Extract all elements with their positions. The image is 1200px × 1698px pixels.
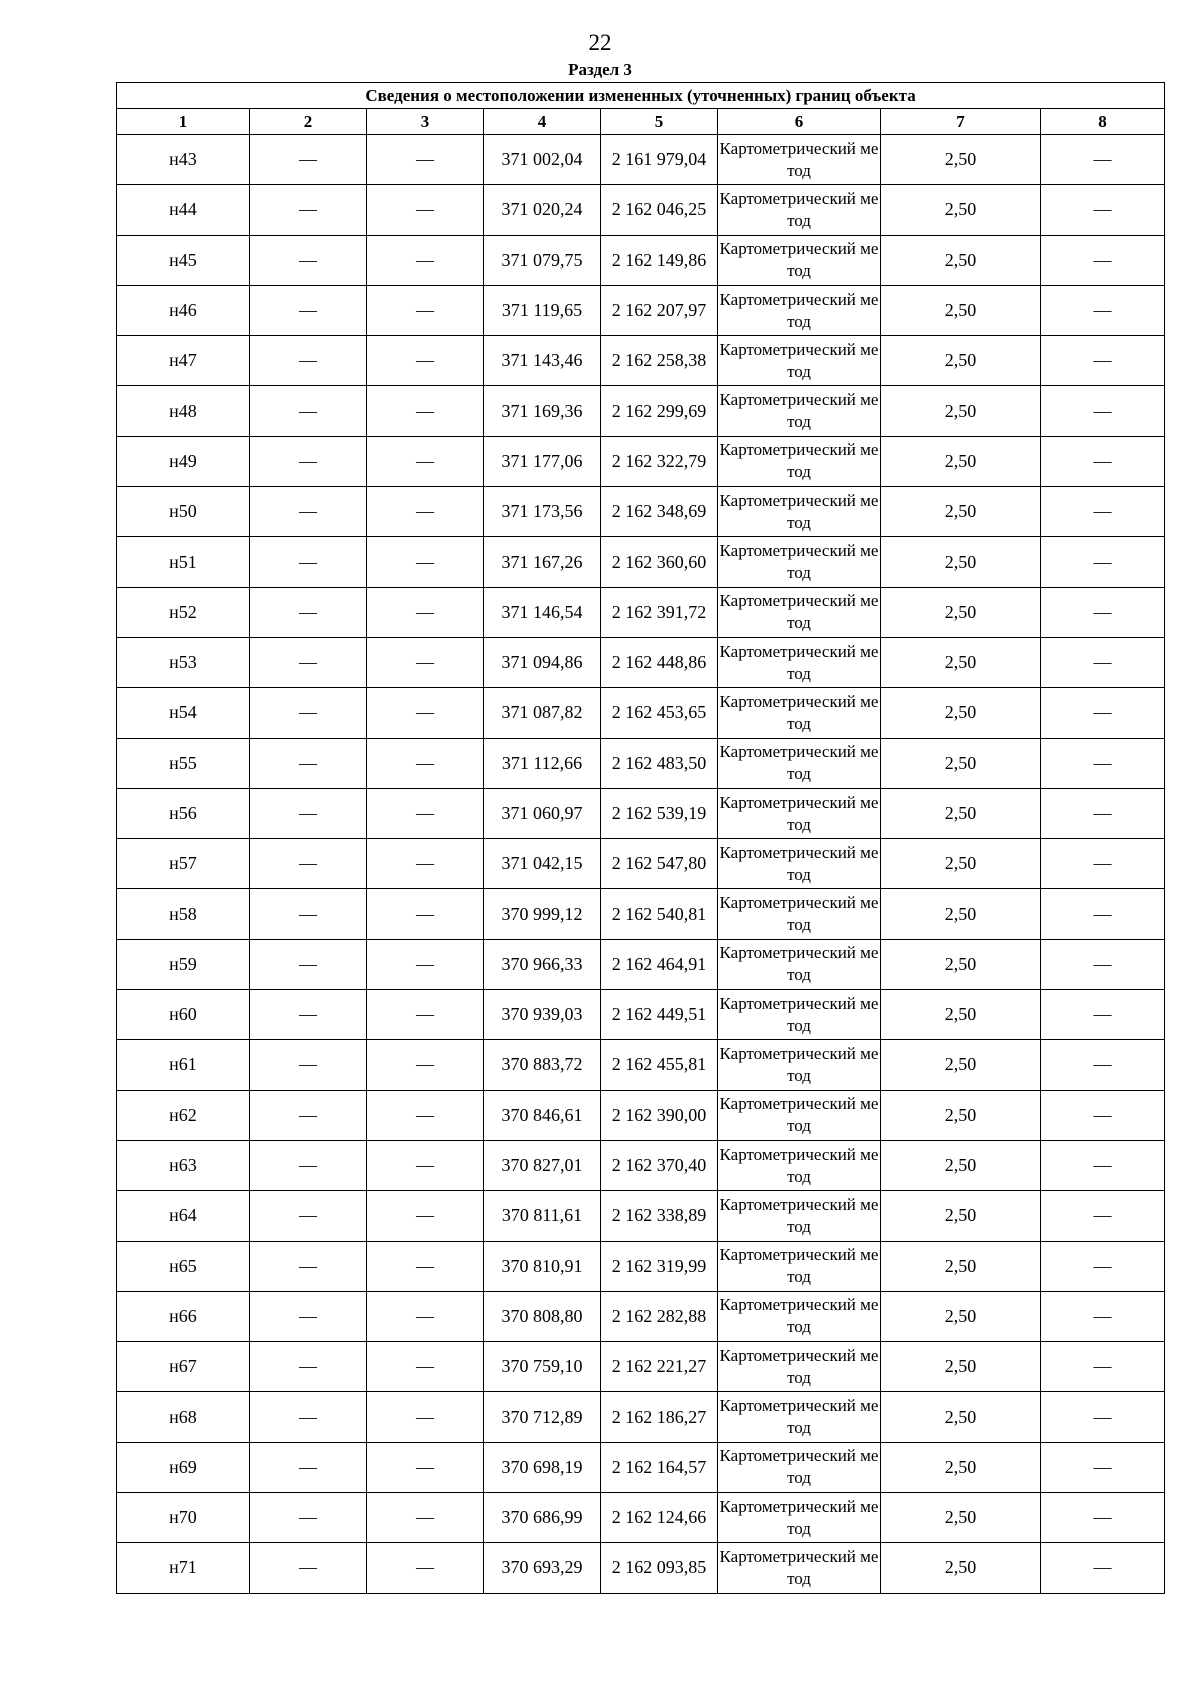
empty-cell: —	[367, 386, 484, 436]
empty-cell: —	[367, 738, 484, 788]
table-row	[117, 1090, 1165, 1140]
precision-cell: 2,50	[881, 336, 1041, 386]
table-row	[117, 1442, 1165, 1492]
table-row	[117, 889, 1165, 939]
empty-cell: —	[250, 336, 367, 386]
precision-cell: 2,50	[881, 1140, 1041, 1190]
table-row	[117, 1140, 1165, 1190]
point-cell: н62	[117, 1090, 250, 1140]
y-coordinate-cell: 2 162 448,86	[601, 637, 718, 687]
point-cell: н61	[117, 1040, 250, 1090]
x-coordinate-cell: 370 698,19	[484, 1442, 601, 1492]
y-coordinate-cell: 2 162 539,19	[601, 788, 718, 838]
y-coordinate-cell: 2 162 186,27	[601, 1392, 718, 1442]
empty-cell: —	[250, 1392, 367, 1442]
empty-cell: —	[250, 386, 367, 436]
x-coordinate-cell: 371 119,65	[484, 285, 601, 335]
empty-cell: —	[367, 185, 484, 235]
column-header: 3	[367, 109, 484, 135]
column-header: 4	[484, 109, 601, 135]
empty-cell: —	[367, 1040, 484, 1090]
point-cell: н48	[117, 386, 250, 436]
empty-cell: —	[1041, 587, 1165, 637]
method-cell: Картометрический метод	[718, 135, 881, 185]
empty-cell: —	[367, 1291, 484, 1341]
x-coordinate-cell: 371 143,46	[484, 336, 601, 386]
y-coordinate-cell: 2 162 322,79	[601, 436, 718, 486]
point-cell: н56	[117, 788, 250, 838]
y-coordinate-cell: 2 162 547,80	[601, 839, 718, 889]
method-cell: Картометрический метод	[718, 537, 881, 587]
table-row	[117, 688, 1165, 738]
precision-cell: 2,50	[881, 1241, 1041, 1291]
precision-cell: 2,50	[881, 1342, 1041, 1392]
section-title: Раздел 3	[568, 60, 632, 79]
empty-cell: —	[1041, 1291, 1165, 1341]
x-coordinate-cell: 370 686,99	[484, 1493, 601, 1543]
x-coordinate-cell: 370 808,80	[484, 1291, 601, 1341]
x-coordinate-cell: 371 169,36	[484, 386, 601, 436]
empty-cell: —	[250, 1342, 367, 1392]
x-coordinate-cell: 370 693,29	[484, 1543, 601, 1593]
empty-cell: —	[1041, 637, 1165, 687]
empty-cell: —	[250, 185, 367, 235]
y-coordinate-cell: 2 162 207,97	[601, 285, 718, 335]
page-number: 22	[588, 30, 612, 55]
x-coordinate-cell: 370 712,89	[484, 1392, 601, 1442]
empty-cell: —	[250, 1543, 367, 1593]
method-cell: Картометрический метод	[718, 386, 881, 436]
empty-cell: —	[250, 889, 367, 939]
point-cell: н57	[117, 839, 250, 889]
empty-cell: —	[250, 135, 367, 185]
empty-cell: —	[250, 1442, 367, 1492]
table-caption-row	[117, 83, 1165, 109]
x-coordinate-cell: 371 173,56	[484, 487, 601, 537]
table-row	[117, 839, 1165, 889]
precision-cell: 2,50	[881, 1493, 1041, 1543]
method-cell: Картометрический метод	[718, 1040, 881, 1090]
method-cell: Картометрический метод	[718, 1493, 881, 1543]
empty-cell: —	[250, 436, 367, 486]
table-row	[117, 1291, 1165, 1341]
empty-cell: —	[367, 135, 484, 185]
empty-cell: —	[250, 1493, 367, 1543]
precision-cell: 2,50	[881, 1392, 1041, 1442]
empty-cell: —	[367, 1493, 484, 1543]
y-coordinate-cell: 2 161 979,04	[601, 135, 718, 185]
table-caption: Сведения о местоположении измененных (уточненных) границ объекта	[117, 83, 1165, 109]
empty-cell: —	[250, 839, 367, 889]
empty-cell: —	[250, 637, 367, 687]
empty-cell: —	[367, 537, 484, 587]
empty-cell: —	[367, 939, 484, 989]
point-cell: н47	[117, 336, 250, 386]
empty-cell: —	[1041, 1493, 1165, 1543]
y-coordinate-cell: 2 162 149,86	[601, 235, 718, 285]
empty-cell: —	[250, 688, 367, 738]
table-row	[117, 788, 1165, 838]
precision-cell: 2,50	[881, 1442, 1041, 1492]
column-header: 5	[601, 109, 718, 135]
method-cell: Картометрический метод	[718, 1342, 881, 1392]
y-coordinate-cell: 2 162 453,65	[601, 688, 718, 738]
empty-cell: —	[1041, 487, 1165, 537]
y-coordinate-cell: 2 162 348,69	[601, 487, 718, 537]
y-coordinate-cell: 2 162 124,66	[601, 1493, 718, 1543]
empty-cell: —	[367, 688, 484, 738]
point-cell: н68	[117, 1392, 250, 1442]
precision-cell: 2,50	[881, 235, 1041, 285]
y-coordinate-cell: 2 162 282,88	[601, 1291, 718, 1341]
empty-cell: —	[367, 1090, 484, 1140]
empty-cell: —	[1041, 1442, 1165, 1492]
method-cell: Картометрический метод	[718, 235, 881, 285]
empty-cell: —	[367, 839, 484, 889]
point-cell: н49	[117, 436, 250, 486]
empty-cell: —	[250, 587, 367, 637]
method-cell: Картометрический метод	[718, 1090, 881, 1140]
method-cell: Картометрический метод	[718, 637, 881, 687]
x-coordinate-cell: 370 759,10	[484, 1342, 601, 1392]
method-cell: Картометрический метод	[718, 1191, 881, 1241]
precision-cell: 2,50	[881, 1040, 1041, 1090]
y-coordinate-cell: 2 162 390,00	[601, 1090, 718, 1140]
point-cell: н59	[117, 939, 250, 989]
method-cell: Картометрический метод	[718, 990, 881, 1040]
empty-cell: —	[367, 1140, 484, 1190]
precision-cell: 2,50	[881, 738, 1041, 788]
x-coordinate-cell: 370 811,61	[484, 1191, 601, 1241]
x-coordinate-cell: 371 079,75	[484, 235, 601, 285]
x-coordinate-cell: 370 966,33	[484, 939, 601, 989]
table-row	[117, 637, 1165, 687]
table-row	[117, 1543, 1165, 1593]
method-cell: Картометрический метод	[718, 1392, 881, 1442]
empty-cell: —	[250, 1291, 367, 1341]
empty-cell: —	[250, 537, 367, 587]
x-coordinate-cell: 371 146,54	[484, 587, 601, 637]
point-cell: н70	[117, 1493, 250, 1543]
point-cell: н71	[117, 1543, 250, 1593]
precision-cell: 2,50	[881, 537, 1041, 587]
y-coordinate-cell: 2 162 391,72	[601, 587, 718, 637]
table-row	[117, 990, 1165, 1040]
precision-cell: 2,50	[881, 1090, 1041, 1140]
empty-cell: —	[1041, 1241, 1165, 1291]
method-cell: Картометрический метод	[718, 587, 881, 637]
column-header: 6	[718, 109, 881, 135]
precision-cell: 2,50	[881, 1543, 1041, 1593]
y-coordinate-cell: 2 162 464,91	[601, 939, 718, 989]
y-coordinate-cell: 2 162 370,40	[601, 1140, 718, 1190]
method-cell: Картометрический метод	[718, 1442, 881, 1492]
y-coordinate-cell: 2 162 540,81	[601, 889, 718, 939]
precision-cell: 2,50	[881, 135, 1041, 185]
empty-cell: —	[1041, 788, 1165, 838]
table-row	[117, 185, 1165, 235]
y-coordinate-cell: 2 162 449,51	[601, 990, 718, 1040]
boundary-table	[116, 82, 1165, 1594]
point-cell: н43	[117, 135, 250, 185]
table-row	[117, 1191, 1165, 1241]
empty-cell: —	[250, 1140, 367, 1190]
table-row	[117, 1040, 1165, 1090]
empty-cell: —	[1041, 889, 1165, 939]
precision-cell: 2,50	[881, 889, 1041, 939]
x-coordinate-cell: 371 002,04	[484, 135, 601, 185]
method-cell: Картометрический метод	[718, 185, 881, 235]
y-coordinate-cell: 2 162 221,27	[601, 1342, 718, 1392]
column-header: 2	[250, 109, 367, 135]
method-cell: Картометрический метод	[718, 1291, 881, 1341]
empty-cell: —	[1041, 1090, 1165, 1140]
point-cell: н51	[117, 537, 250, 587]
precision-cell: 2,50	[881, 386, 1041, 436]
empty-cell: —	[250, 487, 367, 537]
empty-cell: —	[250, 939, 367, 989]
table-row	[117, 587, 1165, 637]
column-header: 1	[117, 109, 250, 135]
point-cell: н65	[117, 1241, 250, 1291]
table-row	[117, 336, 1165, 386]
precision-cell: 2,50	[881, 839, 1041, 889]
empty-cell: —	[367, 1543, 484, 1593]
precision-cell: 2,50	[881, 587, 1041, 637]
empty-cell: —	[1041, 436, 1165, 486]
empty-cell: —	[367, 1442, 484, 1492]
empty-cell: —	[250, 1191, 367, 1241]
x-coordinate-cell: 371 042,15	[484, 839, 601, 889]
empty-cell: —	[367, 1392, 484, 1442]
table-row	[117, 436, 1165, 486]
point-cell: н45	[117, 235, 250, 285]
method-cell: Картометрический метод	[718, 839, 881, 889]
precision-cell: 2,50	[881, 1291, 1041, 1341]
point-cell: н53	[117, 637, 250, 687]
point-cell: н60	[117, 990, 250, 1040]
table-row	[117, 1392, 1165, 1442]
x-coordinate-cell: 371 112,66	[484, 738, 601, 788]
y-coordinate-cell: 2 162 164,57	[601, 1442, 718, 1492]
empty-cell: —	[1041, 839, 1165, 889]
x-coordinate-cell: 371 094,86	[484, 637, 601, 687]
table-row	[117, 1493, 1165, 1543]
x-coordinate-cell: 370 939,03	[484, 990, 601, 1040]
empty-cell: —	[1041, 386, 1165, 436]
y-coordinate-cell: 2 162 360,60	[601, 537, 718, 587]
x-coordinate-cell: 371 060,97	[484, 788, 601, 838]
table-row	[117, 1342, 1165, 1392]
y-coordinate-cell: 2 162 455,81	[601, 1040, 718, 1090]
table-row	[117, 235, 1165, 285]
empty-cell: —	[367, 637, 484, 687]
method-cell: Картометрический метод	[718, 1241, 881, 1291]
x-coordinate-cell: 370 827,01	[484, 1140, 601, 1190]
empty-cell: —	[367, 487, 484, 537]
point-cell: н66	[117, 1291, 250, 1341]
empty-cell: —	[250, 1040, 367, 1090]
y-coordinate-cell: 2 162 258,38	[601, 336, 718, 386]
precision-cell: 2,50	[881, 688, 1041, 738]
empty-cell: —	[367, 235, 484, 285]
table-row	[117, 487, 1165, 537]
empty-cell: —	[1041, 1392, 1165, 1442]
table-row	[117, 939, 1165, 989]
x-coordinate-cell: 370 999,12	[484, 889, 601, 939]
method-cell: Картометрический метод	[718, 688, 881, 738]
table-row	[117, 738, 1165, 788]
empty-cell: —	[1041, 336, 1165, 386]
precision-cell: 2,50	[881, 285, 1041, 335]
x-coordinate-cell: 370 883,72	[484, 1040, 601, 1090]
table-row	[117, 285, 1165, 335]
precision-cell: 2,50	[881, 788, 1041, 838]
method-cell: Картометрический метод	[718, 889, 881, 939]
method-cell: Картометрический метод	[718, 738, 881, 788]
empty-cell: —	[367, 436, 484, 486]
empty-cell: —	[367, 1342, 484, 1392]
precision-cell: 2,50	[881, 939, 1041, 989]
y-coordinate-cell: 2 162 319,99	[601, 1241, 718, 1291]
precision-cell: 2,50	[881, 1191, 1041, 1241]
x-coordinate-cell: 370 846,61	[484, 1090, 601, 1140]
point-cell: н55	[117, 738, 250, 788]
point-cell: н44	[117, 185, 250, 235]
x-coordinate-cell: 371 167,26	[484, 537, 601, 587]
method-cell: Картометрический метод	[718, 285, 881, 335]
empty-cell: —	[1041, 1543, 1165, 1593]
empty-cell: —	[250, 788, 367, 838]
x-coordinate-cell: 370 810,91	[484, 1241, 601, 1291]
empty-cell: —	[1041, 135, 1165, 185]
point-cell: н64	[117, 1191, 250, 1241]
table-row	[117, 135, 1165, 185]
method-cell: Картометрический метод	[718, 487, 881, 537]
empty-cell: —	[1041, 1040, 1165, 1090]
x-coordinate-cell: 371 177,06	[484, 436, 601, 486]
empty-cell: —	[367, 788, 484, 838]
column-header: 8	[1041, 109, 1165, 135]
table-row	[117, 386, 1165, 436]
empty-cell: —	[1041, 235, 1165, 285]
empty-cell: —	[1041, 738, 1165, 788]
point-cell: н58	[117, 889, 250, 939]
method-cell: Картометрический метод	[718, 939, 881, 989]
empty-cell: —	[1041, 185, 1165, 235]
method-cell: Картометрический метод	[718, 436, 881, 486]
empty-cell: —	[367, 1241, 484, 1291]
empty-cell: —	[250, 235, 367, 285]
empty-cell: —	[1041, 537, 1165, 587]
method-cell: Картометрический метод	[718, 1543, 881, 1593]
precision-cell: 2,50	[881, 990, 1041, 1040]
empty-cell: —	[250, 285, 367, 335]
y-coordinate-cell: 2 162 093,85	[601, 1543, 718, 1593]
empty-cell: —	[367, 336, 484, 386]
empty-cell: —	[367, 285, 484, 335]
x-coordinate-cell: 371 087,82	[484, 688, 601, 738]
precision-cell: 2,50	[881, 637, 1041, 687]
precision-cell: 2,50	[881, 436, 1041, 486]
method-cell: Картометрический метод	[718, 1140, 881, 1190]
point-cell: н63	[117, 1140, 250, 1190]
empty-cell: —	[1041, 1342, 1165, 1392]
point-cell: н69	[117, 1442, 250, 1492]
empty-cell: —	[1041, 939, 1165, 989]
empty-cell: —	[367, 889, 484, 939]
x-coordinate-cell: 371 020,24	[484, 185, 601, 235]
empty-cell: —	[250, 1241, 367, 1291]
y-coordinate-cell: 2 162 046,25	[601, 185, 718, 235]
empty-cell: —	[1041, 1140, 1165, 1190]
table-row	[117, 537, 1165, 587]
empty-cell: —	[250, 990, 367, 1040]
point-cell: н52	[117, 587, 250, 637]
point-cell: н46	[117, 285, 250, 335]
empty-cell: —	[250, 738, 367, 788]
empty-cell: —	[1041, 285, 1165, 335]
precision-cell: 2,50	[881, 487, 1041, 537]
y-coordinate-cell: 2 162 299,69	[601, 386, 718, 436]
y-coordinate-cell: 2 162 338,89	[601, 1191, 718, 1241]
point-cell: н50	[117, 487, 250, 537]
column-header: 7	[881, 109, 1041, 135]
precision-cell: 2,50	[881, 185, 1041, 235]
method-cell: Картометрический метод	[718, 336, 881, 386]
empty-cell: —	[250, 1090, 367, 1140]
empty-cell: —	[1041, 1191, 1165, 1241]
empty-cell: —	[1041, 688, 1165, 738]
empty-cell: —	[367, 1191, 484, 1241]
method-cell: Картометрический метод	[718, 788, 881, 838]
table-header-row	[117, 109, 1165, 135]
y-coordinate-cell: 2 162 483,50	[601, 738, 718, 788]
point-cell: н67	[117, 1342, 250, 1392]
empty-cell: —	[367, 587, 484, 637]
empty-cell: —	[367, 990, 484, 1040]
point-cell: н54	[117, 688, 250, 738]
empty-cell: —	[1041, 990, 1165, 1040]
table-row	[117, 1241, 1165, 1291]
